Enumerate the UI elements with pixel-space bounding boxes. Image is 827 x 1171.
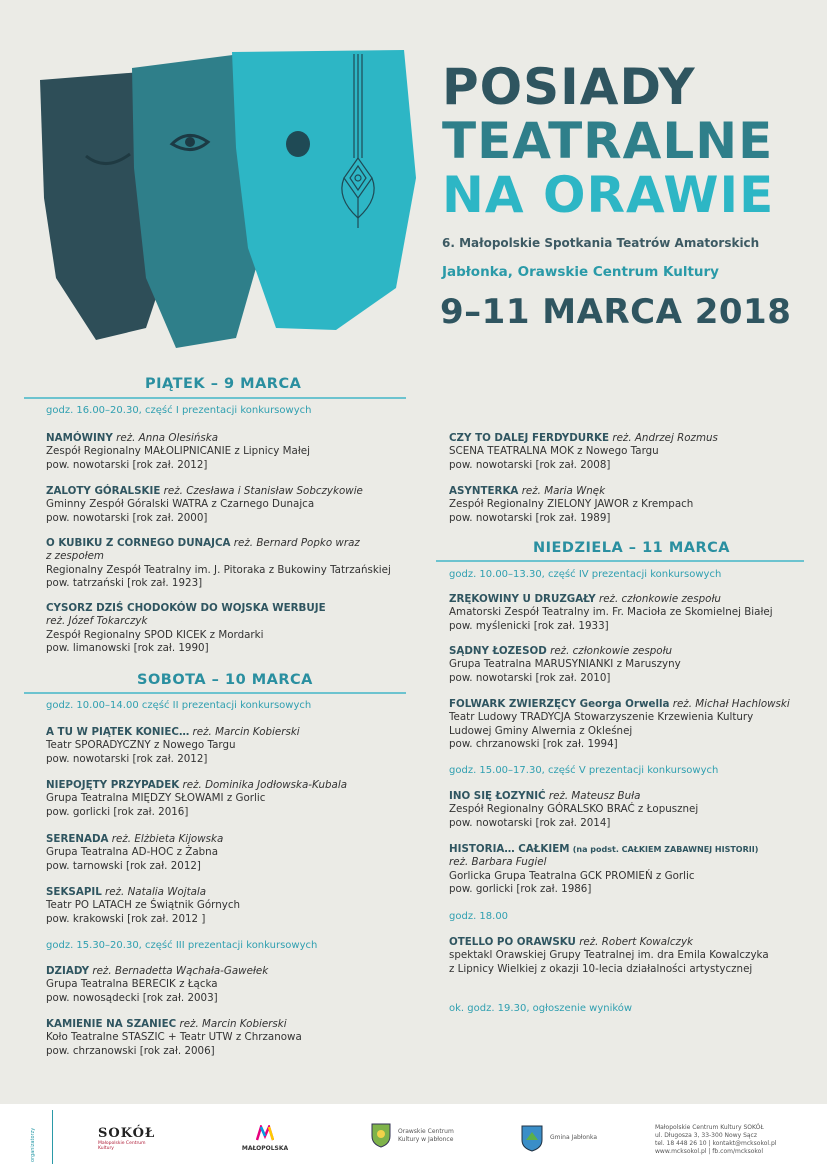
list-item: DZIADY reż. Bernadetta Wąchała-Gawełek Grupa Teatralna BERECIK z Łącka pow. nowosądecki [rok zał. 2003] [46, 965, 269, 1004]
saturday-time-2: godz. 15.30–20.30, część III prezentacji konkursowych [46, 940, 318, 951]
entry-county: pow. gorlicki [rok zał. 1986] [449, 883, 592, 896]
entry-group: Regionalny Zespół Teatralny im. J. Pitoraka z Bukowiny Tatrzańskiej [46, 563, 391, 576]
entry-group: Koło Teatralne STASZIC + Teatr UTW z Chrzanowa [46, 1031, 302, 1044]
entry-county: pow. chrzanowski [rok zał. 2006] [46, 1044, 215, 1057]
list-item: ASYNTERKA reż. Maria Wnęk Zespół Regionalny ZIELONY JAWOR z Krempach pow. nowotarski [rok zał. 1989] [449, 485, 694, 524]
malopolska-logo: MAŁOPOLSKA [240, 1125, 290, 1152]
entry-title: DZIADY [46, 965, 90, 977]
entry-director: Bernadetta Wąchała-Gawełek [114, 965, 269, 977]
entry-director: Marcin Kobierski [215, 726, 300, 738]
malopolska-icon [256, 1125, 274, 1141]
entry-county: pow. nowotarski [rok zał. 2000] [46, 511, 208, 524]
gmina-crest-icon [520, 1124, 544, 1152]
entry-director: Dominika Jodłowska-Kubala [205, 779, 348, 791]
list-item: ZRĘKOWINY U DRUZGAŁY reż. członkowie zespołu Amatorski Zespół Teatralny im. Fr. Macioła ze Skomielnej Białej pow. myślenicki [rok zał. 1933] [449, 593, 773, 632]
entry-county: pow. myślenicki [rok zał. 1933] [449, 619, 609, 632]
entry-county: pow. nowotarski [rok zał. 2012] [46, 752, 208, 765]
venue: Jabłonka, Orawskie Centrum Kultury [442, 264, 719, 280]
entry-title: SERENADA [46, 833, 109, 845]
list-item: HISTORIA… CAŁKIEM (na podst. CAŁKIEM ZABAWNEJ HISTORII) reż. Barbara Fugiel Gorlicka Grupa Teatralna GCK PROMIEŃ z Gorlic pow. gorlicki [rok zał. 1986] [449, 843, 759, 896]
entry-county: pow. limanowski [rok zał. 1990] [46, 642, 209, 655]
entry-title: OTELLO PO ORAWSKU [449, 936, 576, 948]
entry-director: Barbara Fugiel [471, 856, 547, 869]
list-item: FOLWARK ZWIERZĘCY Georga Orwella reż. Michał Hachlowski Teatr Ludowy TRADYCJA Stowarzyszenie Krzewienia Kultury Ludowej Gminy Alwernia z Okleśnej pow. chrzanowski [rok zał. 1994] [449, 698, 790, 751]
sunday-divider [436, 560, 804, 562]
list-item: ZALOTY GÓRALSKIE reż. Czesława i Stanisław Sobczykowie Gminny Zespół Góralski WATRA z Czarnego Dunajca pow. nowotarski [rok zał. 2000] [46, 485, 363, 524]
entry-county: pow. nowotarski [rok zał. 2008] [449, 458, 611, 471]
entry-title: A TU W PIĄTEK KONIEC… [46, 726, 190, 738]
entry-director: Michał Hachlowski [695, 698, 790, 710]
saturday-heading: SOBOTA – 10 MARCA [137, 672, 313, 688]
entry-director: Maria Wnęk [544, 485, 606, 497]
entry-title: ZRĘKOWINY U DRUZGAŁY [449, 593, 596, 605]
friday-divider [24, 397, 406, 399]
friday-heading: PIĄTEK – 9 MARCA [145, 376, 302, 392]
sunday-heading: NIEDZIELA – 11 MARCA [533, 540, 730, 556]
coat-of-arms-icon [370, 1122, 392, 1148]
entry-group: Amatorski Zespół Teatralny im. Fr. Macioła ze Skomielnej Białej [449, 606, 773, 619]
entry-director: Józef Tokarczyk [68, 615, 148, 628]
entry-title: SĄDNY ŁOZESOD [449, 645, 547, 657]
footer-divider [52, 1110, 53, 1164]
list-item: NAMÓWINY reż. Anna Olesińska Zespół Regionalny MAŁOLIPNICANIE z Lipnicy Małej pow. nowotarski [rok zał. 2012] [46, 432, 310, 471]
ock-label: Orawskie Centrum Kultury w Jabłonce [398, 1128, 454, 1143]
entry-note: (na podst. CAŁKIEM ZABAWNEJ HISTORII) [572, 845, 759, 854]
pupil-icon [185, 137, 195, 147]
entry-group: Gorlicka Grupa Teatralna GCK PROMIEŃ z Gorlic [449, 869, 695, 882]
entry-title: KAMIENIE NA SZANIEC [46, 1018, 177, 1030]
list-item: A TU W PIĄTEK KONIEC… reż. Marcin Kobierski Teatr SPORADYCZNY z Nowego Targu pow. nowotarski [rok zał. 2012] [46, 726, 300, 765]
contact-block: Małopolskie Centrum Kultury SOKÓŁ ul. Długosza 3, 33-300 Nowy Sącz tel. 18 448 26 10 | kontakt@mcksokol.pl www.mcksokol.pl | fb.com/mcksokol [655, 1124, 777, 1155]
entry-title: NAMÓWINY [46, 432, 113, 444]
entry-director: członkowie zespołu [621, 593, 721, 605]
entry-director: Marcin Kobierski [202, 1018, 287, 1030]
entry-title: ASYNTERKA [449, 485, 519, 497]
sokol-logo: SOKÓŁ Małopolskie Centrum Kultury [98, 1126, 156, 1151]
gmina-label: Gmina Jabłonka [550, 1134, 598, 1141]
entry-director: Mateusz Buła [571, 790, 641, 802]
entry-group: Teatr SPORADYCZNY z Nowego Targu [46, 739, 236, 752]
entry-county: pow. tarnowski [rok zał. 2012] [46, 859, 201, 872]
round-eye-icon [286, 131, 310, 157]
gmina-logo [520, 1124, 544, 1156]
saturday-divider [24, 692, 406, 694]
entry-county: pow. chrzanowski [rok zał. 1994] [449, 738, 618, 751]
entry-group: Grupa Teatralna MARUSYNIANKI z Maruszyny [449, 658, 681, 671]
event-dates: 9–11 MARCA 2018 [440, 292, 792, 332]
title-line-2: TEATRALNE [442, 112, 774, 170]
list-item: SEKSAPIL reż. Natalia Wojtala Teatr PO LATACH ze Świątnik Górnych pow. krakowski [rok zał. 2012 ] [46, 886, 241, 925]
list-item: INO SIĘ ŁOZYNIĆ reż. Mateusz Buła Zespół Regionalny GÓRALSKO BRAĆ z Łopusznej pow. nowotarski [rok zał. 2014] [449, 790, 699, 829]
entry-title: FOLWARK ZWIERZĘCY Georga Orwella [449, 698, 670, 710]
results-announcement: ok. godz. 19.30, ogłoszenie wyników [449, 1003, 633, 1014]
entry-group: SCENA TEATRALNA MOK z Nowego Targu [449, 445, 659, 458]
title-line-3: NA ORAWIE [442, 166, 775, 224]
entry-title: HISTORIA… CAŁKIEM [449, 843, 570, 855]
entry-director: Robert Kowalczyk [601, 936, 694, 948]
entry-director: Natalia Wojtala [127, 886, 207, 898]
ock-logo [370, 1122, 392, 1152]
entry-county: pow. gorlicki [rok zał. 2016] [46, 805, 189, 818]
list-item: NIEPOJĘTY PRZYPADEK reż. Dominika Jodłowska-Kubala Grupa Teatralna MIĘDZY SŁOWAMI z Gorlic pow. gorlicki [rok zał. 2016] [46, 779, 348, 818]
list-item: CYSORZ DZIŚ CHODOKÓW DO WOJSKA WERBUJE reż. Józef Tokarczyk Zespół Regionalny SPOD KICEK z Mordarki pow. limanowski [rok zał. 1990] [46, 602, 326, 655]
entry-group: Grupa Teatralna AD-HOC z Żabna [46, 846, 219, 859]
sunday-time-1: godz. 10.00–13.30, część IV prezentacji konkursowych [449, 569, 722, 580]
subtitle: 6. Małopolskie Spotkania Teatrów Amatorskich [442, 236, 760, 250]
sunday-time-3: godz. 18.00 [449, 911, 509, 922]
entry-county: pow. krakowski [rok zał. 2012 ] [46, 912, 206, 925]
entry-county: pow. nowotarski [rok zał. 1989] [449, 511, 611, 524]
entry-director: Anna Olesińska [138, 432, 219, 444]
entry-group: spektakl Orawskiej Grupy Teatralnej im. dra Emila Kowalczyka [449, 949, 769, 962]
entry-group: Zespół Regionalny GÓRALSKO BRAĆ z Łopusznej [449, 803, 699, 816]
theatre-masks-illustration [36, 48, 416, 348]
entry-title: O KUBIKU Z CORNEGO DUNAJCA [46, 537, 231, 549]
entry-director: Elżbieta Kijowska [134, 833, 224, 845]
entry-title: ZALOTY GÓRALSKIE [46, 485, 161, 497]
list-item: SERENADA reż. Elżbieta Kijowska Grupa Teatralna AD-HOC z Żabna pow. tarnowski [rok zał. 2012] [46, 833, 224, 872]
entry-title: NIEPOJĘTY PRZYPADEK [46, 779, 180, 791]
entry-group: Zespół Regionalny ZIELONY JAWOR z Krempach [449, 498, 694, 511]
entry-group: Grupa Teatralna MIĘDZY SŁOWAMI z Gorlic [46, 792, 266, 805]
entry-group: Zespół Regionalny SPOD KICEK z Mordarki [46, 628, 264, 641]
entry-title: INO SIĘ ŁOZYNIĆ [449, 790, 546, 802]
entry-director: Bernard Popko wraz [256, 537, 360, 549]
organizers-label: organizatorzy [30, 1127, 36, 1162]
entry-group-2: Ludowej Gminy Alwernia z Okleśnej [449, 724, 633, 737]
entry-director: członkowie zespołu [572, 645, 673, 657]
entry-director: Czesława i Stanisław Sobczykowie [186, 485, 363, 497]
friday-time: godz. 16.00–20.30, część I prezentacji konkursowych [46, 405, 312, 416]
entry-group: Teatr PO LATACH ze Świątnik Górnych [46, 899, 241, 912]
entry-title: CYSORZ DZIŚ CHODOKÓW DO WOJSKA WERBUJE [46, 602, 326, 614]
entry-county: pow. nowotarski [rok zał. 2010] [449, 671, 611, 684]
sunday-time-2: godz. 15.00–17.30, część V prezentacji konkursowych [449, 765, 719, 776]
entry-county: pow. tatrzański [rok zał. 1923] [46, 577, 203, 590]
entry-group: Teatr Ludowy TRADYCJA Stowarzyszenie Krzewienia Kultury [449, 711, 754, 724]
entry-title: CZY TO DALEJ FERDYDURKE [449, 432, 610, 444]
saturday-time-1: godz. 10.00–14.00 część II prezentacji konkursowych [46, 700, 312, 711]
title-line-1: POSIADY [442, 58, 696, 116]
entry-title: SEKSAPIL [46, 886, 102, 898]
entry-group: Zespół Regionalny MAŁOLIPNICANIE z Lipnicy Małej [46, 445, 310, 458]
entry-county: pow. nowotarski [rok zał. 2012] [46, 458, 208, 471]
light-mask [232, 50, 416, 330]
entry-county: pow. nowosądecki [rok zał. 2003] [46, 991, 218, 1004]
list-item: O KUBIKU Z CORNEGO DUNAJCA reż. Bernard Popko wraz z zespołem Regionalny Zespół Teatralny im. J. Pitoraka z Bukowiny Tatrzańskiej pow. tatrzański [rok zał. 1923] [46, 537, 391, 590]
list-item: KAMIENIE NA SZANIEC reż. Marcin Kobierski Koło Teatralne STASZIC + Teatr UTW z Chrzanowa pow. chrzanowski [rok zał. 2006] [46, 1018, 302, 1057]
list-item: CZY TO DALEJ FERDYDURKE reż. Andrzej Rozmus SCENA TEATRALNA MOK z Nowego Targu pow. nowotarski [rok zał. 2008] [449, 432, 718, 471]
list-item: OTELLO PO ORAWSKU reż. Robert Kowalczyk spektakl Orawskiej Grupy Teatralnej im. dra Emila Kowalczyka z Lipnicy Wielkiej z okazji 10-lecia działalności artystycznej [449, 936, 769, 975]
entry-group: Grupa Teatralna BERECIK z Łącka [46, 978, 218, 991]
entry-director: Andrzej Rozmus [634, 432, 718, 444]
entry-group: Gminny Zespół Góralski WATRA z Czarnego Dunajca [46, 498, 315, 511]
entry-county: pow. nowotarski [rok zał. 2014] [449, 816, 611, 829]
list-item: SĄDNY ŁOZESOD reż. członkowie zespołu Grupa Teatralna MARUSYNIANKI z Maruszyny pow. nowotarski [rok zał. 2010] [449, 645, 681, 684]
entry-group-2: z Lipnicy Wielkiej z okazji 10-lecia działalności artystycznej [449, 962, 753, 975]
